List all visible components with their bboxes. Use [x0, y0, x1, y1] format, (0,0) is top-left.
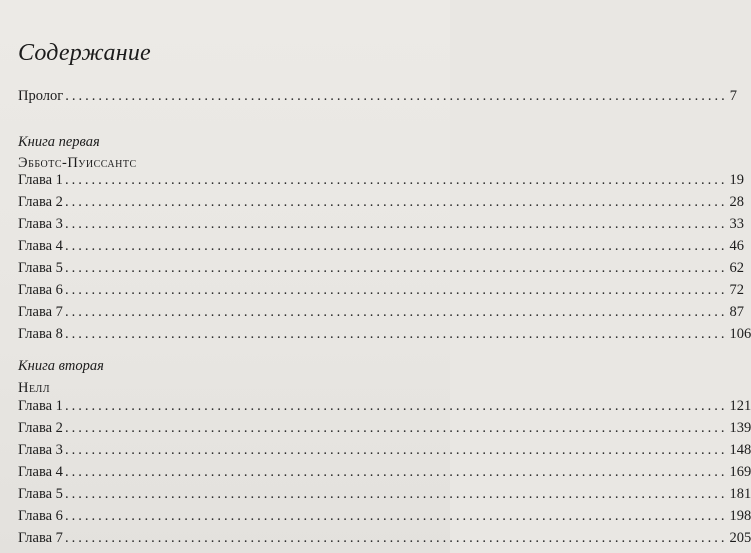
entry-page: 28 — [729, 194, 744, 210]
toc-entry[interactable] — [18, 194, 744, 216]
book-heading: Книга первая — [18, 134, 100, 150]
book-subtitle: Нелл — [18, 380, 51, 396]
leader-dots: .................................................................................................... — [64, 260, 728, 276]
entry-label: Глава 7 — [18, 530, 63, 546]
toc-entry[interactable] — [18, 442, 751, 464]
entry-page: 7 — [729, 88, 737, 104]
toc-entry[interactable] — [18, 326, 751, 348]
entry-label: Глава 6 — [18, 282, 63, 298]
entry-page: 87 — [729, 304, 744, 320]
entry-label: Глава 5 — [18, 260, 63, 276]
entry-label: Глава 1 — [18, 398, 63, 414]
entry-label: Глава 5 — [18, 486, 63, 502]
entry-label: Глава 3 — [18, 442, 63, 458]
entry-page: 205 — [729, 530, 751, 546]
toc-entry[interactable] — [18, 464, 751, 486]
book-subtitle: Эбботс-Пуиссантс — [18, 155, 137, 171]
entry-page: 33 — [729, 216, 744, 232]
entry-label: Глава 3 — [18, 216, 63, 232]
toc-entry[interactable] — [18, 508, 751, 530]
leader-dots: .................................................................................................... — [65, 88, 728, 104]
entry-page: 169 — [729, 464, 751, 480]
entry-page: 139 — [729, 420, 751, 436]
entry-label: Глава 2 — [18, 194, 63, 210]
entry-page: 62 — [729, 260, 744, 276]
leader-dots: .................................................................................................... — [64, 508, 728, 524]
leader-dots: .................................................................................................... — [64, 282, 728, 298]
leader-dots: .................................................................................................... — [64, 172, 728, 188]
entry-page: 106 — [729, 326, 751, 342]
toc-entry[interactable] — [18, 238, 744, 260]
toc-entry[interactable] — [18, 486, 751, 508]
toc-entry[interactable] — [18, 260, 744, 282]
entry-page: 148 — [729, 442, 751, 458]
toc-entry[interactable] — [18, 282, 744, 304]
leader-dots: .................................................................................................... — [64, 238, 728, 254]
toc-entry[interactable] — [18, 304, 744, 326]
leader-dots: .................................................................................................... — [64, 420, 728, 436]
entry-label: Глава 6 — [18, 508, 63, 524]
leader-dots: .................................................................................................... — [64, 530, 728, 546]
entry-page: 19 — [729, 172, 744, 188]
entry-page: 198 — [729, 508, 751, 524]
entry-page: 72 — [729, 282, 744, 298]
entry-label: Глава 4 — [18, 238, 63, 254]
toc-entry[interactable] — [18, 172, 744, 194]
entry-label: Глава 4 — [18, 464, 63, 480]
toc-entry[interactable] — [18, 420, 751, 442]
leader-dots: .................................................................................................... — [64, 194, 728, 210]
leader-dots: .................................................................................................... — [64, 486, 728, 502]
leader-dots: .................................................................................................... — [64, 326, 728, 342]
entry-label: Глава 1 — [18, 172, 63, 188]
toc-entry[interactable] — [18, 216, 744, 238]
leader-dots: .................................................................................................... — [64, 398, 728, 414]
entry-label: Пролог — [18, 88, 64, 104]
entry-label: Глава 8 — [18, 326, 63, 342]
leader-dots: .................................................................................................... — [64, 304, 728, 320]
entry-label: Глава 2 — [18, 420, 63, 436]
leader-dots: .................................................................................................... — [64, 216, 728, 232]
entry-page: 121 — [729, 398, 751, 414]
toc-entry[interactable] — [18, 398, 751, 420]
page-title: Содержание — [18, 40, 151, 66]
book-heading: Книга вторая — [18, 358, 104, 374]
entry-page: 181 — [729, 486, 751, 502]
entry-label: Глава 7 — [18, 304, 63, 320]
leader-dots: .................................................................................................... — [64, 442, 728, 458]
toc-entry-prologue[interactable] — [18, 88, 737, 110]
leader-dots: .................................................................................................... — [64, 464, 728, 480]
entry-page: 46 — [729, 238, 744, 254]
toc-entry[interactable] — [18, 530, 751, 552]
